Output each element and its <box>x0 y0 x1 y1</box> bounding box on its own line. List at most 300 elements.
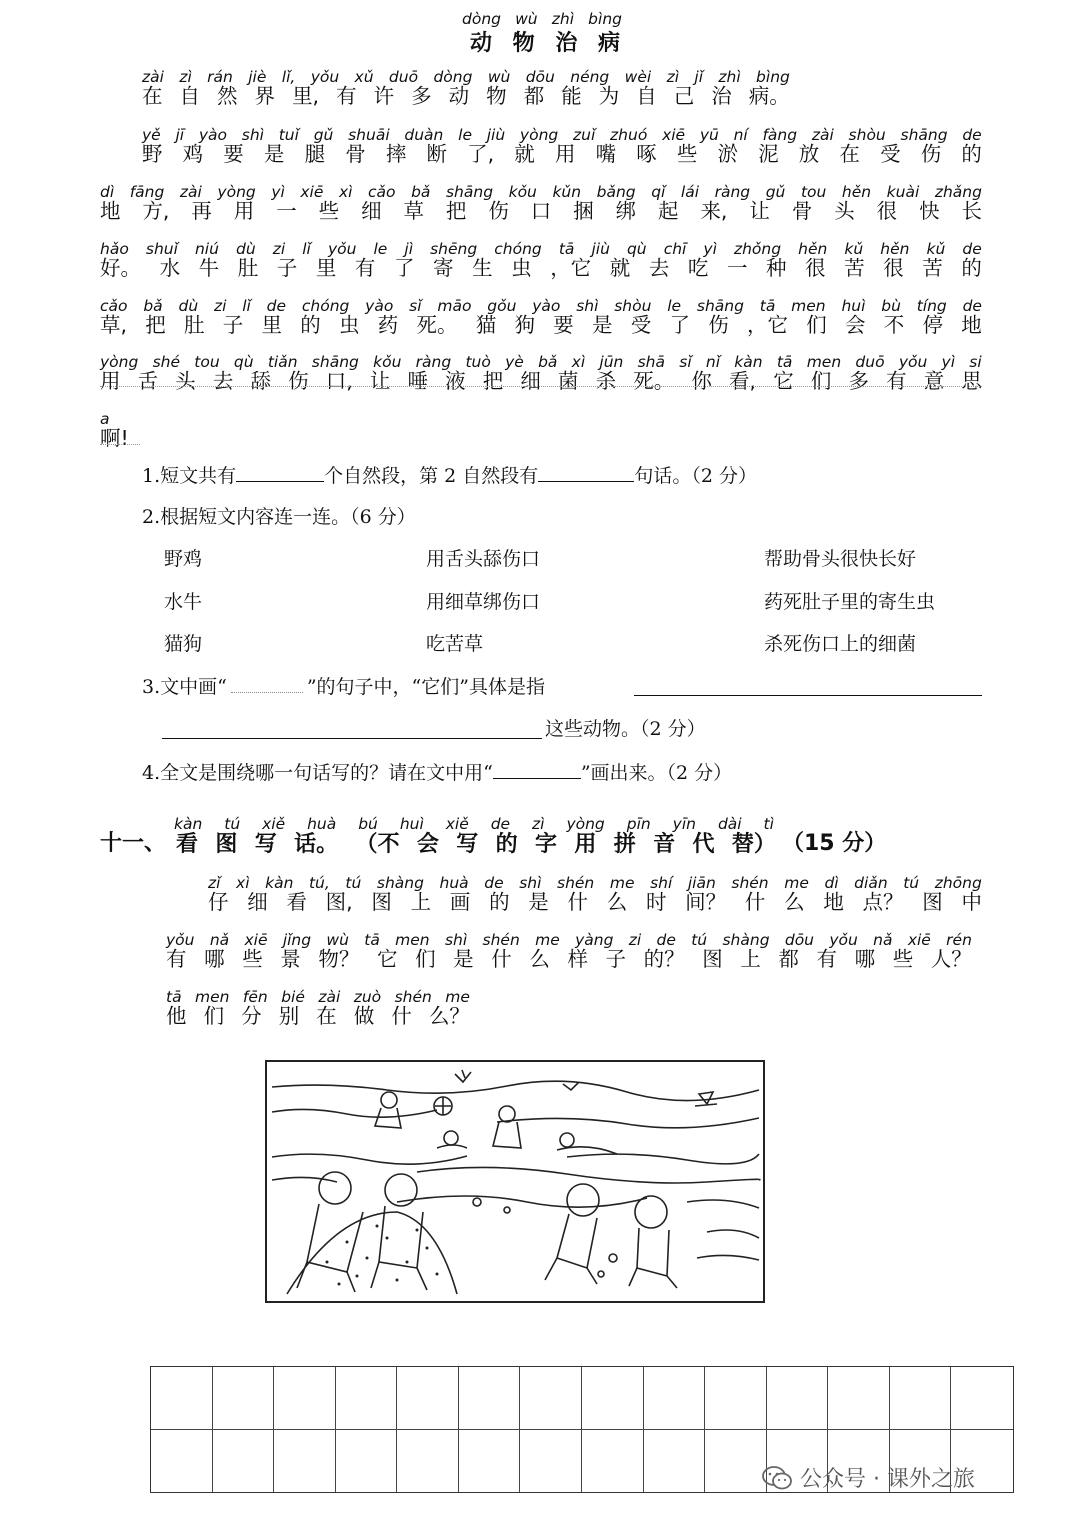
match-mid-item[interactable]: 吃苦草 <box>426 633 484 655</box>
prompt-character: 点？ <box>862 890 904 914</box>
passage-character: 啊! <box>100 426 129 450</box>
passage-character: 嘴 <box>595 142 617 166</box>
passage-character: 有 <box>886 369 907 393</box>
pinyin-syllable: zi <box>272 240 286 258</box>
prompt-character: 间？ <box>685 890 727 914</box>
passage-character: 肚 <box>237 256 259 280</box>
pinyin-syllable: shā <box>637 353 666 371</box>
passage-character: 水 <box>159 256 181 280</box>
grid-cell[interactable] <box>336 1367 398 1430</box>
passage-character: 生 <box>472 256 493 280</box>
wechat-icon <box>762 1465 792 1491</box>
answer-blank-1b[interactable] <box>538 463 634 482</box>
pinyin-syllable: de <box>484 874 504 892</box>
prompt-character: 什 <box>744 890 766 914</box>
pinyin-syllable: zuǐ <box>573 126 596 144</box>
passage-text-line <box>100 256 982 280</box>
passage-text-line <box>100 199 982 223</box>
match-mid-item[interactable]: 用细草绑伤口 <box>426 591 541 613</box>
prompt-character: 么 <box>784 890 805 914</box>
prompt-character: 分 <box>241 1004 262 1028</box>
passage-character: 很 <box>883 256 904 280</box>
pinyin-syllable: lái <box>680 183 700 201</box>
pinyin-syllable: xiē <box>662 126 686 144</box>
pinyin-syllable: qù <box>626 240 647 258</box>
pinyin-syllable: yīn <box>672 815 696 833</box>
heading-character: 看 <box>176 832 199 857</box>
passage-text-line <box>100 369 982 393</box>
pinyin-syllable: yǒu <box>166 931 195 949</box>
passage-character: 意 <box>923 369 945 393</box>
pinyin-syllable: kuài <box>886 183 920 201</box>
pinyin-syllable: yǒu <box>310 68 340 86</box>
passage-character: 再 <box>191 199 212 223</box>
passage-character: 杀 <box>595 369 617 393</box>
passage-character: 去 <box>212 369 234 393</box>
pinyin-syllable: gǔ <box>765 183 786 201</box>
passage-character: 里 <box>261 313 283 337</box>
prompt-character: 什 <box>567 890 588 914</box>
passage-character: 许 <box>373 84 395 108</box>
question-4: 4.全文是围绕哪一句话写的？请在文中用“ ”画出来。（2 分） <box>142 762 733 784</box>
pinyin-syllable: xiē <box>244 931 268 949</box>
passage-character: 苦 <box>922 256 943 280</box>
passage-character: 它 <box>773 369 794 393</box>
pinyin-syllable: fāng <box>129 183 165 201</box>
pinyin-syllable: shēng <box>430 240 478 258</box>
grid-cell[interactable] <box>151 1430 213 1493</box>
pinyin-syllable: yǒu <box>327 240 357 258</box>
pinyin-syllable: kǔn <box>552 183 582 201</box>
pinyin-syllable: me <box>535 931 560 949</box>
passage-character: 是 <box>263 142 285 166</box>
passage-character: 把 <box>145 313 166 337</box>
pinyin-syllable: jì <box>404 240 414 258</box>
passage-character: 了, <box>467 142 495 166</box>
grid-cell[interactable] <box>767 1367 829 1430</box>
passage-character: 一 <box>726 256 748 280</box>
pinyin-syllable: bǎng <box>596 183 636 201</box>
pinyin-syllable: xiē <box>300 183 324 201</box>
passage-character: 草, <box>100 313 128 337</box>
pinyin-syllable: shuāi <box>348 126 390 144</box>
passage-character: 头 <box>834 199 855 223</box>
passage-character: 猫 <box>475 313 497 337</box>
pinyin-syllable: zài <box>811 126 834 144</box>
passage-character: ，它 <box>550 256 592 280</box>
pinyin-syllable: shòu <box>848 126 886 144</box>
prompt-character: 是 <box>453 947 474 971</box>
passage-character: 就 <box>609 256 631 280</box>
grid-cell[interactable] <box>459 1430 521 1493</box>
prompt-character: 在 <box>316 1004 337 1028</box>
pinyin-syllable: duō <box>855 353 885 371</box>
pinyin-syllable: tā <box>166 988 182 1006</box>
dotted-underline <box>100 386 982 387</box>
passage-character: 让 <box>749 199 770 223</box>
passage-character: 断 <box>426 142 447 166</box>
pinyin-syllable: sǐ <box>679 353 692 371</box>
pinyin-syllable: lǐ, <box>281 68 296 86</box>
passage-character: 鸡 <box>182 142 204 166</box>
passage-character: 自 <box>636 84 657 108</box>
grid-cell[interactable] <box>397 1367 459 1430</box>
prompt-character: 有 <box>166 947 187 971</box>
pinyin-syllable: jūn <box>599 353 624 371</box>
pinyin-syllable: xiě <box>445 815 469 833</box>
pinyin-syllable: shén <box>482 931 520 949</box>
heading-character: 代 <box>692 832 715 857</box>
pinyin-syllable: huì <box>841 297 866 315</box>
pinyin-syllable: le <box>667 297 682 315</box>
passage-character: 草 <box>403 199 424 223</box>
passage-character: 口 <box>530 199 552 223</box>
prompt-character: 么？ <box>428 1004 470 1028</box>
pinyin-syllable: kǒu <box>373 353 402 371</box>
pinyin-syllable: kǒu <box>508 183 537 201</box>
pinyin-syllable: bìng <box>756 68 790 86</box>
prompt-character: 人？ <box>930 947 972 971</box>
passage-character: 就 <box>514 142 535 166</box>
prompt-character: 仔 <box>208 890 229 914</box>
prompt-character: 子 <box>605 947 627 971</box>
passage-character: 伤 <box>920 142 942 166</box>
grid-cell[interactable] <box>644 1367 706 1430</box>
grid-cell[interactable] <box>951 1367 1013 1430</box>
grid-cell[interactable] <box>213 1430 275 1493</box>
passage-character: 受 <box>880 142 901 166</box>
prompt-character: 中 <box>961 890 982 914</box>
pinyin-syllable: zhǒng <box>733 240 782 258</box>
passage-character: 细 <box>520 369 541 393</box>
prompt-character: 上 <box>740 947 761 971</box>
pinyin-syllable: jiān <box>687 874 716 892</box>
pinyin-syllable: huì <box>399 815 424 833</box>
passage-character: 长 <box>961 199 982 223</box>
passage-character: 治 <box>711 84 732 108</box>
pinyin-syllable: me <box>609 874 635 892</box>
passage-character: 能 <box>561 84 582 108</box>
pinyin-syllable: fēn <box>242 988 268 1006</box>
passage-character: 不 <box>883 313 905 337</box>
pinyin-syllable: zi <box>628 931 642 949</box>
pinyin-syllable: gǒu <box>487 297 517 315</box>
pinyin-syllable: zì <box>179 68 192 86</box>
grid-cell[interactable] <box>705 1430 767 1493</box>
grid-cell[interactable] <box>582 1367 644 1430</box>
pinyin-syllable: zi <box>213 297 227 315</box>
pinyin-syllable: xiě <box>262 815 286 833</box>
prompt-character: 都 <box>778 947 799 971</box>
match-left-item[interactable]: 猫狗 <box>164 633 203 655</box>
pinyin-syllable: yǒu <box>898 353 928 371</box>
passage-character: 舌 <box>137 369 159 393</box>
passage-character: 看, <box>729 369 757 393</box>
passage-character: 些 <box>318 199 340 223</box>
passage-character: 物 <box>486 84 507 108</box>
passage-character: 会 <box>845 313 866 337</box>
heading-character: 字 <box>535 832 558 857</box>
passage-character: 用 <box>100 369 121 393</box>
passage-character: 病。 <box>748 84 790 108</box>
passage-character: 放 <box>798 142 820 166</box>
pinyin-syllable: māo <box>437 297 472 315</box>
pinyin-syllable: dōu <box>784 931 815 949</box>
pinyin-syllable: bú <box>358 815 378 833</box>
match-left-item[interactable]: 野鸡 <box>164 548 203 570</box>
passage-character: 用 <box>233 199 255 223</box>
pinyin-syllable: yàng <box>575 931 614 949</box>
match-right-item[interactable]: 杀死伤口上的细菌 <box>764 633 917 655</box>
match-right-item[interactable]: 帮助骨头很快长好 <box>764 548 917 570</box>
pinyin-syllable: shàng <box>722 931 770 949</box>
pinyin-syllable: xì <box>571 353 586 371</box>
pinyin-syllable: jiù <box>486 126 506 144</box>
passage-character: 伤 <box>488 199 509 223</box>
question-3: 3.文中画“ ”的句子中，“它们”具体是指 <box>142 676 545 698</box>
pinyin-syllable: yì <box>703 240 717 258</box>
passage-character: 死。 <box>416 313 458 337</box>
pinyin-syllable: chī <box>663 240 687 258</box>
pinyin-syllable: nǎ <box>209 931 230 949</box>
passage-character: 了 <box>393 256 415 280</box>
grid-cell[interactable] <box>890 1367 952 1430</box>
passage-character: 多 <box>411 84 432 108</box>
grid-cell[interactable] <box>397 1430 459 1493</box>
pinyin-syllable: hǎo <box>100 240 129 258</box>
answer-blank-1a[interactable] <box>236 463 324 482</box>
passage-character: 液 <box>445 369 466 393</box>
pinyin-syllable: yào <box>365 297 394 315</box>
passage-character: 起 <box>658 199 679 223</box>
passage-character: 子 <box>276 256 298 280</box>
passage-character: 口, <box>325 369 353 393</box>
pinyin-syllable: shì <box>519 874 542 892</box>
grid-cell[interactable] <box>336 1430 398 1493</box>
passage-character: 的 <box>961 256 982 280</box>
pinyin-syllable: kàn <box>265 874 294 892</box>
pinyin-syllable: ràng <box>714 183 751 201</box>
prompt-character: 的？ <box>643 947 685 971</box>
pinyin-syllable: jī <box>175 126 185 144</box>
pinyin-syllable: tíng <box>916 297 947 315</box>
page-title <box>470 26 620 57</box>
passage-character: 里 <box>315 256 337 280</box>
pinyin-syllable: rán <box>207 68 233 86</box>
grid-cell[interactable] <box>151 1367 213 1430</box>
prompt-character: 做 <box>353 1004 375 1028</box>
grid-cell[interactable] <box>705 1367 767 1430</box>
passage-character: 思 <box>961 369 982 393</box>
grid-cell[interactable] <box>520 1430 582 1493</box>
straight-line-sample <box>493 760 581 779</box>
passage-character: 要 <box>223 142 244 166</box>
prompt-character: 它 <box>376 947 398 971</box>
passage-character: 很 <box>876 199 898 223</box>
pinyin-syllable: tuò <box>465 353 491 371</box>
pinyin-syllable: wù <box>326 931 349 949</box>
passage-character: 舔 <box>250 369 271 393</box>
prompt-character: 们 <box>415 947 436 971</box>
title-character: 物 <box>512 31 535 56</box>
passage-text-line <box>100 426 140 450</box>
pinyin-syllable: dòng <box>433 68 473 86</box>
pinyin-syllable: shén <box>394 988 432 1006</box>
pinyin-syllable: bǎ <box>538 353 558 371</box>
passage-character: 的 <box>300 313 321 337</box>
pinyin-syllable: nǐ <box>705 353 721 371</box>
pinyin-syllable: yì <box>271 183 285 201</box>
question-1: 1.短文共有 个自然段，第 2 自然段有 句话。（2 分） <box>142 465 757 487</box>
pinyin-syllable: cǎo <box>367 183 396 201</box>
pinyin-syllable: de <box>962 126 982 144</box>
pinyin-syllable: dù <box>178 297 199 315</box>
passage-character: 受 <box>630 313 652 337</box>
pinyin-syllable: yū <box>699 126 719 144</box>
section-number: 十一、 <box>100 831 167 856</box>
passage-character: 骨 <box>345 142 366 166</box>
grid-cell[interactable] <box>459 1367 521 1430</box>
pinyin-syllable: tuǐ <box>278 126 299 144</box>
pinyin-syllable: le <box>373 240 388 258</box>
grid-cell[interactable] <box>520 1367 582 1430</box>
pinyin-syllable: men <box>806 353 842 371</box>
dotted-mark-sample <box>231 676 303 693</box>
prompt-character: 是 <box>528 890 549 914</box>
pinyin-syllable: xì <box>236 874 250 892</box>
passage-character: 好。 <box>100 256 141 280</box>
pinyin-syllable: yào <box>198 126 227 144</box>
pinyin-syllable: me <box>445 988 470 1006</box>
grid-cell[interactable] <box>213 1367 275 1430</box>
question-2: 2.根据短文内容连一连。（6 分） <box>142 506 416 528</box>
passage-character: 伤 <box>288 369 309 393</box>
pinyin-syllable: yì <box>941 353 956 371</box>
prompt-character: 地 <box>823 890 844 914</box>
passage-character: 去 <box>648 256 670 280</box>
pinyin-syllable: shàng <box>376 874 424 892</box>
passage-character: ，它 <box>747 313 789 337</box>
passage-character: 动 <box>448 84 470 108</box>
pinyin-syllable: hěn <box>841 183 872 201</box>
prompt-character: 么 <box>529 947 550 971</box>
pinyin-syllable: chóng <box>494 240 542 258</box>
question-3-tail: 这些动物。（2 分） <box>545 718 706 740</box>
heading-character: 用 <box>574 832 597 857</box>
answer-blank-3b[interactable] <box>162 738 542 739</box>
pinyin-syllable: tì <box>763 815 774 833</box>
pinyin-syllable: tou <box>800 183 827 201</box>
pinyin-syllable: diǎn <box>854 874 888 892</box>
grid-cell[interactable] <box>274 1367 336 1430</box>
pinyin-syllable: bǎ <box>411 183 431 201</box>
pinyin-syllable: zuò <box>353 988 382 1006</box>
grid-cell[interactable] <box>644 1430 706 1493</box>
title-pinyin-syllable: dòng <box>462 10 501 28</box>
match-left-item[interactable]: 水牛 <box>164 591 203 613</box>
pinyin-syllable: zhì <box>718 68 741 86</box>
passage-character: 一 <box>276 199 297 223</box>
pinyin-syllable: yě <box>142 126 161 144</box>
grid-cell[interactable] <box>274 1430 336 1493</box>
pinyin-syllable: yào <box>532 297 561 315</box>
pinyin-syllable: kǔ <box>844 240 864 258</box>
pinyin-syllable: tú <box>345 874 362 892</box>
passage-character: 狗 <box>514 313 536 337</box>
pinyin-syllable: dōu <box>525 68 555 86</box>
pinyin-syllable: xiē <box>907 931 931 949</box>
passage-character: 然 <box>217 84 238 108</box>
passage-character: 把 <box>445 199 467 223</box>
passage-character: 把 <box>482 369 504 393</box>
passage-character: 界 <box>254 84 276 108</box>
heading-character: （不 <box>355 832 400 857</box>
passage-character: 是 <box>592 313 613 337</box>
pinyin-syllable: shé <box>152 353 181 371</box>
passage-character: 头 <box>175 369 196 393</box>
pinyin-syllable: wèi <box>624 68 652 86</box>
pinyin-syllable: kàn <box>174 815 203 833</box>
prompt-character: 画 <box>449 890 471 914</box>
passage-character: 子 <box>222 313 244 337</box>
pinyin-syllable: tou <box>194 353 220 371</box>
passage-character: 捆 <box>573 199 594 223</box>
pinyin-syllable: dù <box>236 240 256 258</box>
pinyin-syllable: kǔ <box>926 240 946 258</box>
prompt-character: 图, <box>325 890 353 914</box>
pinyin-syllable: de <box>490 815 511 833</box>
passage-character: 寄 <box>433 256 454 280</box>
pinyin-syllable: niú <box>194 240 219 258</box>
pinyin-syllable: tú, <box>308 874 330 892</box>
grid-cell[interactable] <box>582 1430 644 1493</box>
passage-character: 用 <box>554 142 576 166</box>
passage-character: 野 <box>142 142 163 166</box>
match-right-item[interactable]: 药死肚子里的寄生虫 <box>764 591 936 613</box>
pinyin-syllable: ní <box>733 126 748 144</box>
pinyin-syllable: shuǐ <box>145 240 178 258</box>
answer-blank-3a[interactable] <box>634 695 982 696</box>
passage-character: 啄 <box>636 142 657 166</box>
prompt-character: 样 <box>567 947 588 971</box>
pinyin-syllable: men <box>395 931 430 949</box>
pinyin-syllable: de <box>962 297 982 315</box>
pinyin-syllable: men <box>195 988 230 1006</box>
passage-character: 自 <box>179 84 201 108</box>
pinyin-syllable: yòng <box>217 183 256 201</box>
pinyin-syllable: qù <box>233 353 254 371</box>
pinyin-syllable: rén <box>946 931 972 949</box>
grid-cell[interactable] <box>828 1367 890 1430</box>
title-pinyin-syllable: wù <box>515 10 538 28</box>
beach-scene-illustration <box>265 1060 765 1303</box>
pinyin-syllable: bù <box>881 297 901 315</box>
section-11-heading <box>176 833 776 857</box>
passage-character: 地 <box>100 199 121 223</box>
prompt-character: 些 <box>892 947 914 971</box>
pinyin-syllable: zhǎng <box>934 183 982 201</box>
pinyin-syllable: dài <box>717 815 742 833</box>
passage-character: 方, <box>142 199 170 223</box>
match-mid-item[interactable]: 用舌头舔伤口 <box>426 548 541 570</box>
pinyin-syllable: shén <box>731 874 769 892</box>
pinyin-syllable: yòng <box>566 815 605 833</box>
prompt-character: 他 <box>166 1004 187 1028</box>
pinyin-syllable: zài <box>318 988 341 1006</box>
pinyin-syllable: nǎ <box>873 931 893 949</box>
passage-character: 有 <box>354 256 376 280</box>
pinyin-syllable: gǔ <box>313 126 334 144</box>
